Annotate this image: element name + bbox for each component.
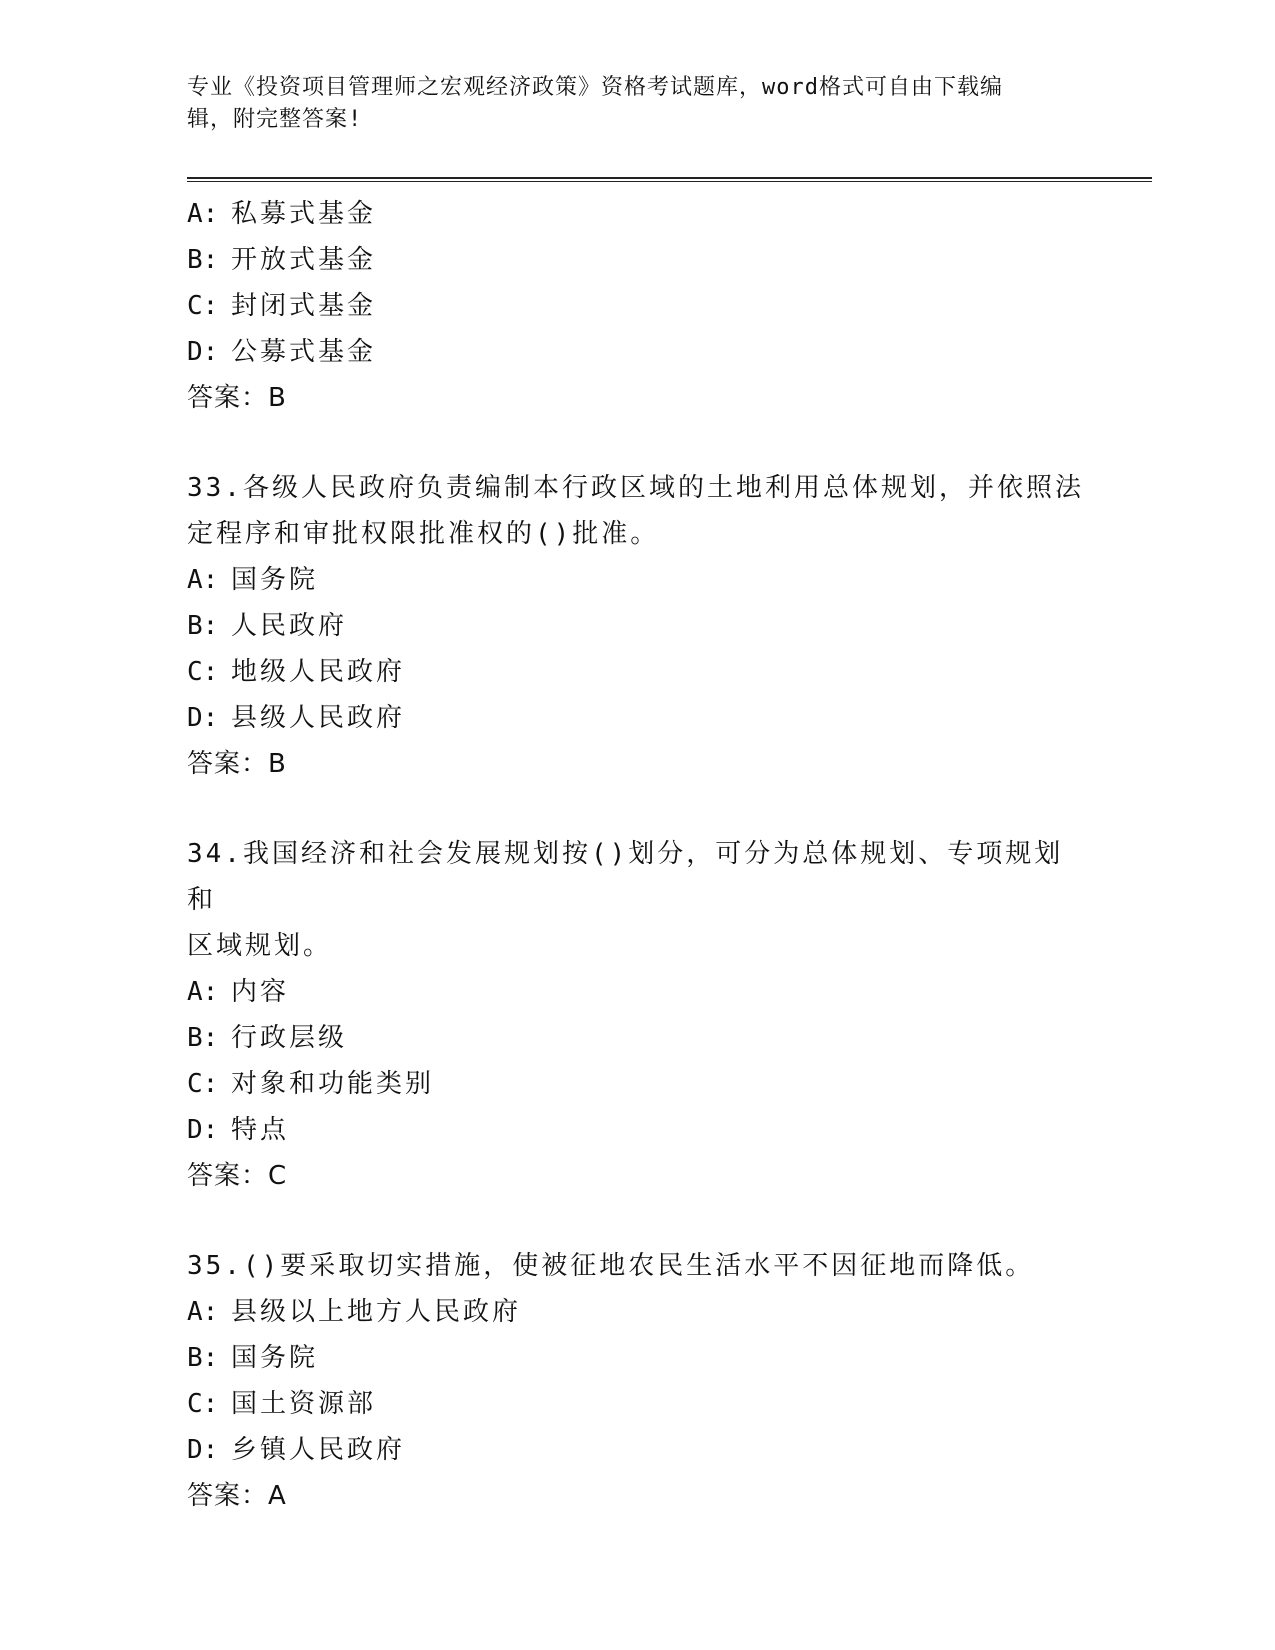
- header-line-1: 专业《投资项目管理师之宏观经济政策》资格考试题库，word格式可自由下载编: [187, 75, 1003, 100]
- option-b: B: 开放式基金: [187, 245, 377, 275]
- question-text: 35.()要采取切实措施，使被征地农民生活水平不因征地而降低。: [187, 1251, 1035, 1281]
- question-33: [187, 465, 1087, 787]
- option-d: D: 特点: [187, 1115, 290, 1145]
- question-text: 34.我国经济和社会发展规划按()划分，可分为总体规划、专项规划和: [187, 839, 1064, 915]
- header-divider: [187, 177, 1152, 182]
- question-text: 33.各级人民政府负责编制本行政区域的土地利用总体规划，并依照法: [187, 473, 1084, 503]
- option-c: C: 封闭式基金: [187, 291, 377, 321]
- question-text-cont: 区域规划。: [187, 931, 333, 961]
- option-a: A: 内容: [187, 977, 290, 1007]
- option-a: A: 私募式基金: [187, 199, 377, 229]
- header-line-2: 辑，附完整答案!: [187, 107, 363, 132]
- option-d: D: 公募式基金: [187, 337, 377, 367]
- option-d: D: 县级人民政府: [187, 703, 406, 733]
- option-c: C: 地级人民政府: [187, 657, 406, 687]
- question-35: [187, 1243, 1087, 1519]
- question-text-cont: 定程序和审批权限批准权的()批准。: [187, 519, 660, 549]
- answer-line: 答案：B: [187, 383, 287, 413]
- option-c: C: 对象和功能类别: [187, 1069, 435, 1099]
- option-a: A: 国务院: [187, 565, 319, 595]
- option-a: A: 县级以上地方人民政府: [187, 1297, 522, 1327]
- option-b: B: 国务院: [187, 1343, 319, 1373]
- page-header: [187, 72, 1067, 136]
- question-partial: [187, 191, 1087, 421]
- answer-line: 答案：A: [187, 1481, 287, 1511]
- answer-line: 答案：B: [187, 749, 287, 779]
- option-b: B: 行政层级: [187, 1023, 348, 1053]
- option-d: D: 乡镇人民政府: [187, 1435, 406, 1465]
- question-list: [187, 191, 1087, 1519]
- question-34: [187, 831, 1087, 1199]
- answer-line: 答案：C: [187, 1161, 288, 1191]
- option-b: B: 人民政府: [187, 611, 348, 641]
- option-c: C: 国土资源部: [187, 1389, 377, 1419]
